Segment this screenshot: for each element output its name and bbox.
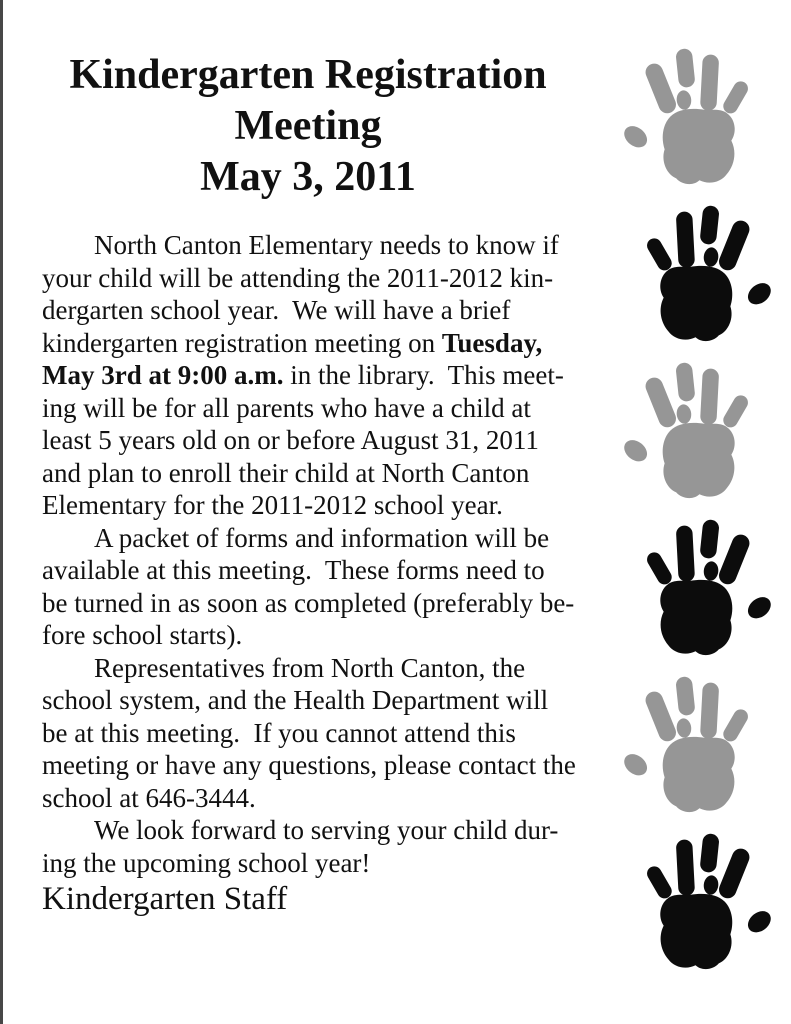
title-line-2: Meeting xyxy=(234,103,382,149)
handprints-column xyxy=(620,43,786,973)
text-run: dergarten school year. We will have a brief xyxy=(42,295,511,325)
text-run: Elementary for the 2011-2012 school year. xyxy=(42,490,503,520)
text-line xyxy=(42,652,620,685)
text-line xyxy=(42,684,620,717)
signoff: Kindergarten Staff xyxy=(42,881,288,917)
handprint-icon xyxy=(620,828,775,973)
text-line xyxy=(42,619,620,652)
text-run: A packet of forms and information will be xyxy=(94,522,550,553)
text-run: fore school starts). xyxy=(42,620,243,650)
paragraph xyxy=(42,229,620,522)
text-line xyxy=(42,522,620,555)
handprint-gray-image xyxy=(620,357,775,502)
bold-text-run: May 3rd at 9:00 a.m. xyxy=(42,360,284,390)
text-run: be turned in as soon as completed (preferably be- xyxy=(42,587,575,618)
handprint-black-image xyxy=(620,200,775,345)
text-run: and plan to enroll their child at North Canton xyxy=(42,457,530,488)
body-text xyxy=(42,229,620,879)
text-run: school system, and the Health Department will xyxy=(42,685,549,715)
text-line xyxy=(42,262,620,295)
text-run: kindergarten registration meeting on xyxy=(42,327,442,358)
bold-text-run: Tuesday, xyxy=(441,327,543,358)
paragraph xyxy=(42,652,620,815)
text-line xyxy=(42,782,620,815)
text-line xyxy=(42,327,620,360)
title-line-1: Kindergarten Registration xyxy=(69,52,547,98)
handprint-gray-image xyxy=(620,671,775,816)
handprint-icon xyxy=(620,43,775,188)
flyer-content xyxy=(42,50,620,918)
text-run: North Canton Elementary needs to know if xyxy=(94,230,559,260)
handprint-icon xyxy=(620,357,775,502)
text-line xyxy=(42,847,620,880)
text-run: your child will be attending the 2011-2012 kin- xyxy=(42,262,554,293)
handprint-black-image xyxy=(620,828,775,973)
handprint-gray-image xyxy=(620,43,775,188)
scan-left-border xyxy=(0,0,3,1024)
text-line xyxy=(42,814,620,847)
text-run: school at 646-3444. xyxy=(42,782,256,813)
text-run: We look forward to serving your child dur- xyxy=(94,815,559,845)
text-run: meeting or have any questions, please contact the xyxy=(42,750,576,780)
text-run: be at this meeting. If you cannot attend this xyxy=(42,717,516,748)
handprint-icon xyxy=(620,514,775,659)
handprint-icon xyxy=(620,200,775,345)
text-line xyxy=(42,587,620,620)
text-run: ing will be for all parents who have a child at xyxy=(42,392,531,423)
text-line xyxy=(42,392,620,425)
text-line xyxy=(42,457,620,490)
text-line xyxy=(42,359,620,392)
text-line xyxy=(42,717,620,750)
text-line xyxy=(42,294,620,327)
text-run: available at this meeting. These forms need to xyxy=(42,555,545,585)
title-line-3: May 3, 2011 xyxy=(200,154,416,200)
flyer-title xyxy=(42,50,574,203)
text-line xyxy=(42,749,620,782)
text-line xyxy=(42,554,620,587)
text-run: in the library. This meet- xyxy=(283,360,564,390)
paragraph xyxy=(42,814,620,879)
text-run: ing the upcoming school year! xyxy=(42,847,371,878)
paragraph xyxy=(42,522,620,652)
handprint-black-image xyxy=(620,514,775,659)
text-line xyxy=(42,424,620,457)
handprint-icon xyxy=(620,671,775,816)
text-run: Representatives from North Canton, the xyxy=(94,652,526,683)
text-line xyxy=(42,229,620,262)
text-run: least 5 years old on or before August 31, 2011 xyxy=(42,425,539,455)
text-line xyxy=(42,489,620,522)
